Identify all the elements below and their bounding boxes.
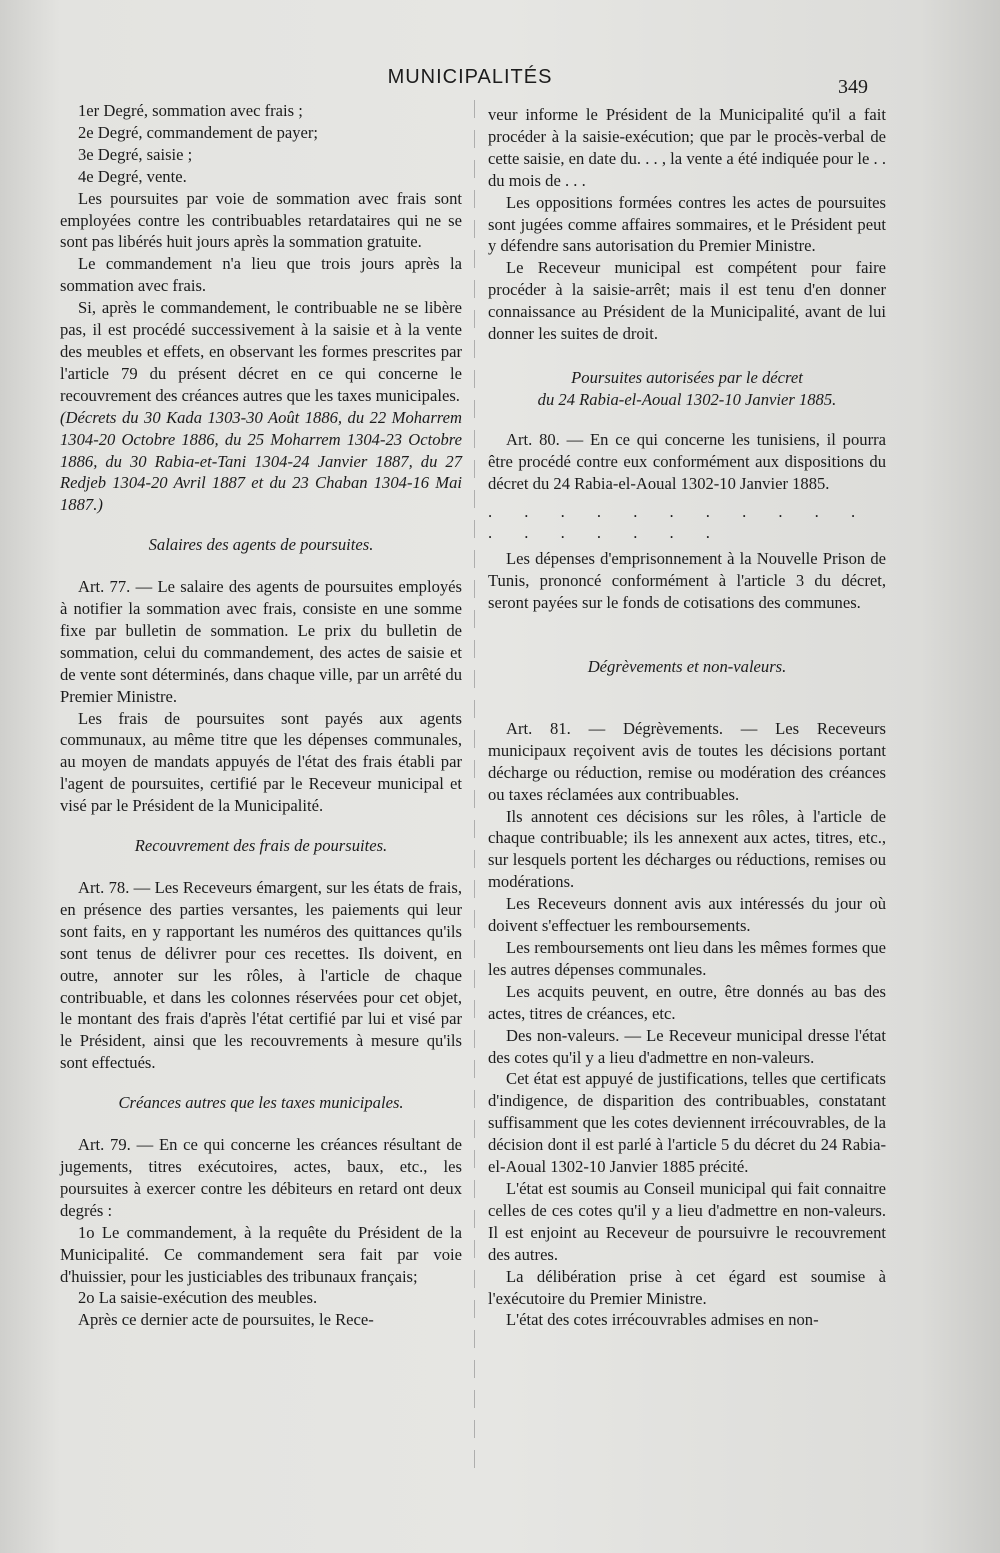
page-number: 349	[838, 76, 868, 98]
spacer	[488, 614, 886, 636]
section-heading: Poursuites autorisées par le décret	[571, 367, 803, 387]
paragraph: Le Receveur municipal est compétent pour faire procéder à la saisie-arrêt; mais il est tenu d'en donner connaissance au Président de la Municipalité, avant de lui donner les suites de droit.	[488, 258, 886, 344]
section-heading: Recouvrement des frais de poursuites.	[134, 836, 388, 856]
decree-reference: (Décrets du 30 Kada 1303-30 Août 1886, du 22 Moharrem 1304-20 Octobre 1886, du 25 Moharrem 1304-23 Octobre 1886, du 30 Rabia-et-Tani 1304-24 Janvier 1887, du 27 Redjeb 1304-20 Avril 1887 et du 23 Chaban 1304-16 Mai 1887.)	[60, 407, 462, 515]
paragraph: Les poursuites par voie de sommation avec frais sont employées contre les contribuables retardataires qui ne se sont pas libérés huit jours après la sommation gratuite.	[60, 188, 462, 252]
article-80: Art. 80. — En ce qui concerne les tunisiens, il pourra être procédé contre eux conformément aux dispositions du décret du 24 Rabia-el-Aoual 1302-10 Janvier 1885.	[488, 429, 886, 493]
paragraph: Les remboursements ont lieu dans les mêmes formes que les autres dépenses communales.	[488, 938, 886, 979]
section-heading: Salaires des agents de poursuites.	[148, 535, 374, 555]
paragraph: Cet état est appuyé de justifications, telles que certificats d'indigence, de disparition des contribuables, constatant suffisamment que les cotes deviennent irrécouvrables, de la décision dont il est parlé à l'article 5 du décret du 24 Rabia-el-Aoual 1302-10 Janvier 1885 précité.	[488, 1069, 886, 1177]
paragraph: Les acquits peuvent, en outre, être donnés au bas des actes, titres de créances, etc.	[488, 981, 886, 1023]
paragraph: Si, après le commandement, le contribuable ne se libère pas, il est procédé successivement à la saisie et à la vente des meubles et effets, en observant les formes prescrites par l'article 79 du présent décret en ce qui concerne le recouvrement des créances autres que les taxes municipales.	[60, 298, 462, 405]
paragraph: Les Receveurs donnent avis aux intéressés du jour où doivent s'effectuer les remboursements.	[488, 894, 886, 936]
paragraph: 1o Le commandement, à la requête du Président de la Municipalité. Ce commandement sera fait par voie d'huissier, pour les justiciables des tribunaux français;	[60, 1222, 462, 1286]
article-78: Art. 78. — Les Receveurs émargent, sur les états de frais, en présence des parties versantes, les paiements qui leur sont faits, en y rapportant les numéros des quittances qu'ils sont tenus de délivrer pour ces recettes. Ils doivent, en outre, annoter sur les rôles, à l'article de chaque contribuable, et dans les colonnes réservées pour cet objet, le montant des frais d'après l'état certifié par lui et visé par le Président, ainsi que les recouvrements à mesure qu'ils sont effectués.	[60, 878, 462, 1073]
degree-line-1: 1er Degré, sommation avec frais ;	[78, 101, 303, 120]
article-81: Art. 81. — Dégrèvements. — Les Receveurs municipaux reçoivent avis de toutes les décisions portant décharge ou réduction, remise ou modération des créances ou taxes réclamées aux contribuables.	[488, 718, 886, 804]
running-header: MUNICIPALITÉS	[387, 66, 553, 88]
degree-line-2: 2e Degré, commandement de payer;	[78, 122, 319, 142]
right-column	[488, 104, 886, 1331]
paragraph: Des non-valeurs. — Le Receveur municipal dresse l'état des cotes qu'il y a lieu d'admettre en non-valeurs.	[488, 1025, 886, 1067]
paragraph: La délibération prise à cet égard est soumise à l'exécutoire du Premier Ministre.	[488, 1266, 886, 1308]
paragraph: Après ce dernier acte de poursuites, le Rece-	[78, 1310, 374, 1330]
elision-dots: . . . . . . . . . . . . . . . . . .	[488, 501, 870, 543]
article-79: Art. 79. — En ce qui concerne les créances résultant de jugements, titres exécutoires, actes, baux, etc., les poursuites à exercer contre les débiteurs en retard ont deux degrés :	[60, 1135, 462, 1220]
column-divider	[474, 100, 475, 1470]
paragraph: Les dépenses d'emprisonnement à la Nouvelle Prison de Tunis, prononcé conformément à l'article 3 du décret, seront payées sur le fonds de cotisations des communes.	[488, 549, 886, 613]
spacer	[488, 345, 886, 367]
paragraph: veur informe le Président de la Municipalité qu'il a fait procéder à la saisie-exécution; que par le procès-verbal de cette saisie, en date du. . . , la vente a été indiquée pour le . . du mois de . . .	[488, 105, 886, 190]
paragraph: L'état est soumis au Conseil municipal qui fait connaitre celles de ces cotes qu'il y a lieu d'admettre en non-valeurs. Il est enjoint au Receveur de poursuivre le recouvrement des autres.	[488, 1178, 886, 1264]
spacer	[488, 696, 886, 718]
paragraph: 2o La saisie-exécution des meubles.	[78, 1288, 318, 1308]
section-heading: Créances autres que les taxes municipales.	[118, 1093, 404, 1113]
degree-line-4: 4e Degré, vente.	[78, 166, 187, 186]
article-77: Art. 77. — Le salaire des agents de poursuites employés à notifier la sommation avec frais, consiste en une somme fixe par bulletin de sommation. Le prix du bulletin de sommation, celui du commandement, des actes de saisie et de vente sont déterminés, dans chaque ville, par un arrêté du Premier Ministre.	[60, 577, 462, 706]
paragraph: Les frais de poursuites sont payés aux agents communaux, au même titre que les dépenses communales, au moyen de mandats appuyés de l'état des frais établi par l'agent de poursuites, certifié par le Receveur municipal et visé par le Président de la Municipalité.	[60, 708, 462, 816]
section-heading: Dégrèvements et non-valeurs.	[587, 657, 787, 677]
left-column	[60, 100, 462, 1331]
degree-line-3: 3e Degré, saisie ;	[78, 144, 193, 164]
paragraph: Le commandement n'a lieu que trois jours après la sommation avec frais.	[60, 254, 462, 296]
paragraph: Les oppositions formées contres les actes de poursuites sont jugées comme affaires sommaires, et le Président peut y défendre sans autorisation du Premier Ministre.	[488, 192, 886, 256]
section-heading: du 24 Rabia-el-Aoual 1302-10 Janvier 1885.	[537, 389, 837, 409]
paragraph: L'état des cotes irrécouvrables admises en non-	[506, 1310, 819, 1330]
paragraph: Ils annotent ces décisions sur les rôles, à l'article de chaque contribuable; ils les annexent aux actes, titres, etc., sur lesquels portent les décharges ou réductions, remises ou modérations.	[488, 806, 886, 892]
